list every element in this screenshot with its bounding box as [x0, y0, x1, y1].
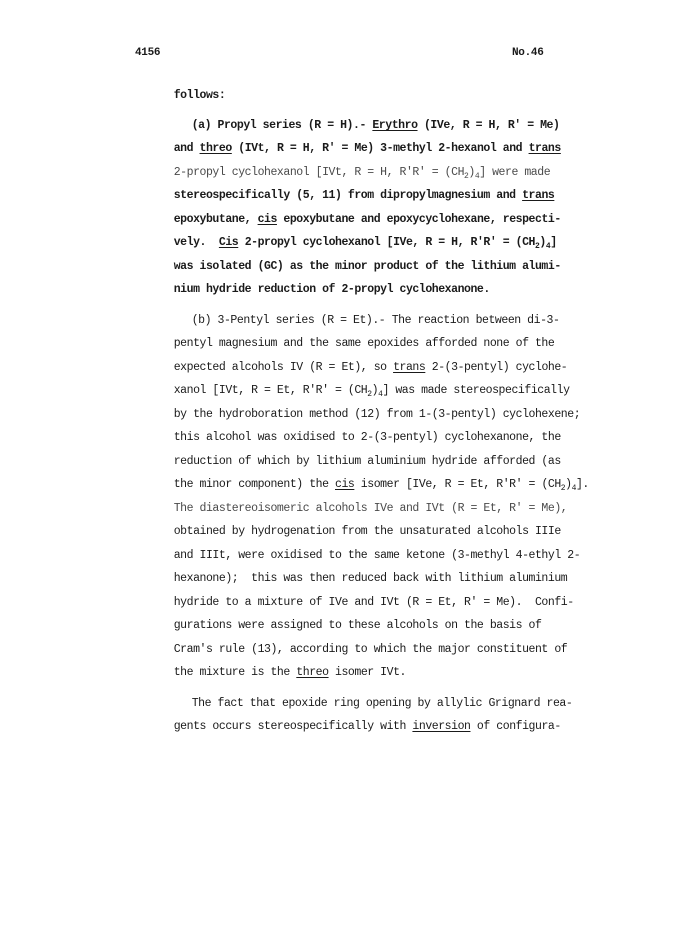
- subscript: 4: [474, 172, 480, 181]
- text-run: ].: [575, 478, 589, 491]
- text-run: (b) 3-Pentyl series (R = Et).- The reaction between di-3-: [191, 314, 560, 327]
- text-run: nium hydride reduction of 2-propyl cyclohexanone.: [173, 283, 490, 296]
- text-run: isomer IVt.: [328, 666, 406, 679]
- text-run: gents occurs stereospecifically with: [173, 720, 413, 733]
- text-run: gurations were assigned to these alcohols on the basis of: [173, 619, 542, 632]
- subscript: 4: [571, 484, 576, 493]
- text-run: of configura-: [470, 720, 561, 733]
- text-run: 2-(3-pentyl) cyclohe-: [425, 361, 568, 374]
- text-run: epoxybutane and epoxycyclohexane, respecti-: [276, 213, 561, 226]
- text-run: cis: [335, 478, 355, 491]
- text-run: vely.: [173, 236, 219, 249]
- subscript: 2: [367, 390, 372, 399]
- text-run: cis: [257, 213, 277, 226]
- issue-number: No.46: [512, 47, 544, 59]
- text-run: (a) Propyl series (R = H).-: [191, 119, 373, 132]
- text-run: 2-propyl cyclohexanol [IVt, R = H, R'R' = (CH: [173, 166, 465, 179]
- text-run: ): [468, 166, 475, 179]
- text-run: ] were made: [479, 166, 551, 179]
- subscript: 2: [560, 484, 566, 493]
- text-run: ): [539, 236, 546, 249]
- text-run: epoxybutane,: [173, 213, 258, 226]
- text-run: (IVt, R = H, R' = Me) 3-methyl 2-hexanol and: [231, 142, 529, 155]
- text-run: 2-propyl cyclohexanol [IVe, R = H, R'R' = (CH: [238, 236, 536, 249]
- subscript: 4: [378, 390, 383, 399]
- text-run: and IIIt, were oxidised to the same ketone (3-methyl 4-ethyl 2-: [173, 549, 581, 562]
- text-run: ): [565, 478, 572, 491]
- text-run: by the hydroboration method (12) from 1-(3-pentyl) cyclohexene;: [173, 408, 581, 421]
- text-run: reduction of which by lithium aluminium hydride afforded (as: [173, 455, 561, 468]
- text-run: the minor component) the: [173, 478, 335, 491]
- text-run: trans: [393, 361, 426, 374]
- text-run: follows:: [173, 89, 226, 102]
- text-run: ): [371, 384, 379, 397]
- text-run: threo: [296, 666, 329, 679]
- text-run: hydride to a mixture of IVe and IVt (R = Et, R' = Me). Confi-: [173, 596, 574, 609]
- text-run: isomer [IVe, R = Et, R'R' = (CH: [354, 478, 561, 491]
- text-run: ] was made stereospecifically: [382, 384, 570, 397]
- text-run: (IVe, R = H, R' = Me): [417, 119, 560, 132]
- text-run: The fact that epoxide ring opening by allylic Grignard rea-: [191, 697, 573, 710]
- text-line: [135, 706, 561, 748]
- text-run: trans: [528, 142, 561, 155]
- text-run: hexanone); this was then reduced back with lithium aluminium: [173, 572, 568, 585]
- text-run: this alcohol was oxidised to 2-(3-pentyl) cyclohexanone, the: [173, 431, 561, 444]
- subscript: 2: [535, 242, 540, 251]
- text-run: obtained by hydrogenation from the unsaturated alcohols IIIe: [173, 525, 561, 538]
- text-run: Cis: [218, 236, 239, 249]
- text-run: was isolated (GC) as the minor product of the lithium alumi-: [173, 260, 561, 273]
- text-run: stereospecifically (5, 11) from dipropylmagnesium and: [173, 189, 523, 202]
- text-run: and: [173, 142, 200, 155]
- text-run: Erythro: [372, 119, 418, 132]
- text-run: trans: [522, 189, 555, 202]
- text-run: inversion: [412, 720, 471, 733]
- text-run: xanol [IVt, R = Et, R'R' = (CH: [173, 384, 368, 397]
- text-run: ]: [550, 236, 557, 249]
- text-run: The diastereoisomeric alcohols IVe and IVt (R = Et, R' = Me),: [173, 502, 568, 515]
- subscript: 4: [545, 242, 551, 251]
- text-run: Cram's rule (13), according to which the major constituent of: [173, 643, 568, 656]
- text-run: threo: [199, 142, 232, 155]
- text-run: expected alcohols IV (R = Et), so: [173, 361, 394, 374]
- text-run: pentyl magnesium and the same epoxides afforded none of the: [173, 337, 555, 350]
- page-number: 4156: [135, 47, 161, 59]
- subscript: 2: [464, 172, 469, 181]
- text-run: the mixture is the: [173, 666, 297, 679]
